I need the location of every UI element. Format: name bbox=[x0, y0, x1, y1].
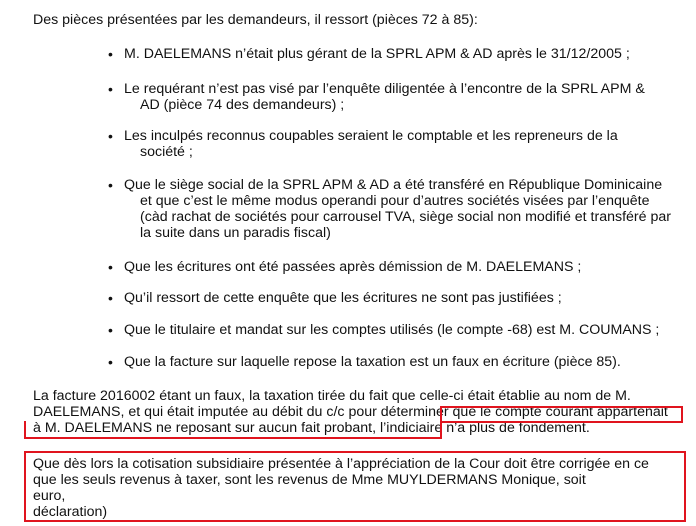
bullet-dot: • bbox=[108, 259, 113, 275]
bullet-item bbox=[108, 322, 678, 338]
bullet-text: Que le titulaire et mandat sur les comptes utilisés (le compte -68) est M. COUMANS ; bbox=[124, 322, 660, 338]
bullet-text: M. DAELEMANS n’était plus gérant de la SPRL APM & AD après le 31/12/2005 ; bbox=[124, 46, 630, 62]
bullet-dot: • bbox=[108, 322, 113, 338]
bullet-dot: • bbox=[108, 81, 113, 97]
highlight-box-sentence bbox=[440, 406, 683, 423]
bullet-text: Qu’il ressort de cette enquête que les écritures ne sont pas justifiées ; bbox=[124, 290, 562, 306]
bullet-dot: • bbox=[108, 46, 113, 62]
bullet-item bbox=[108, 46, 678, 62]
highlight-box-sentence-continuation bbox=[24, 421, 442, 439]
bullet-dot: • bbox=[108, 354, 113, 370]
bullet-text: Que les écritures ont été passées après démission de M. DAELEMANS ; bbox=[124, 259, 582, 275]
bullet-dot: • bbox=[108, 290, 113, 306]
bullet-text: Le requérant n’est pas visé par l’enquête diligentée à l’encontre de la SPRL APM & AD (pièce 74 des demandeurs) ; bbox=[124, 81, 645, 113]
bullet-text: Que la facture sur laquelle repose la taxation est un faux en écriture (pièce 85). bbox=[124, 354, 621, 370]
bullet-dot: • bbox=[108, 177, 113, 193]
bullet-item bbox=[108, 177, 678, 241]
bullet-text: Que le siège social de la SPRL APM & AD a été transféré en République Dominicaine et que c’est le même modus operandi pour d’autres sociétés visées par l’enquête (càd rachat de sociétés pour carrousel TVA, siège social non modifié et transféré par la suite dans un paradis fiscal) bbox=[124, 177, 671, 241]
bullet-item bbox=[108, 259, 678, 275]
bullet-item bbox=[108, 354, 678, 370]
bullet-text: Les inculpés reconnus coupables seraient le comptable et les repreneurs de la société ; bbox=[124, 128, 618, 160]
bullet-item bbox=[108, 81, 678, 113]
bullet-item bbox=[108, 290, 678, 306]
request-paragraph: Que dès lors la cotisation subsidiaire présentée à l’appréciation de la Cour doit être corrigée en ce que les seuls revenus à taxer, sont les revenus de Mme MUYLDERMANS Monique, soit euro, déclaration) bbox=[33, 456, 649, 520]
intro-line: Des pièces présentées par les demandeurs, il ressort (pièces 72 à 85): bbox=[33, 12, 478, 28]
bullet-dot: • bbox=[108, 128, 113, 144]
bullet-item bbox=[108, 128, 678, 160]
conclusion-paragraph: La facture 2016002 étant un faux, la taxation tirée du fait que celle-ci était établie au nom de M. DAELEMANS, et qui était imputée au débit du c/c pour déterminer que le compte courant appartenait à M. DAELEMANS ne reposant sur aucun fait probant, l’indiciaire n’a plus de fondement. bbox=[33, 388, 668, 436]
